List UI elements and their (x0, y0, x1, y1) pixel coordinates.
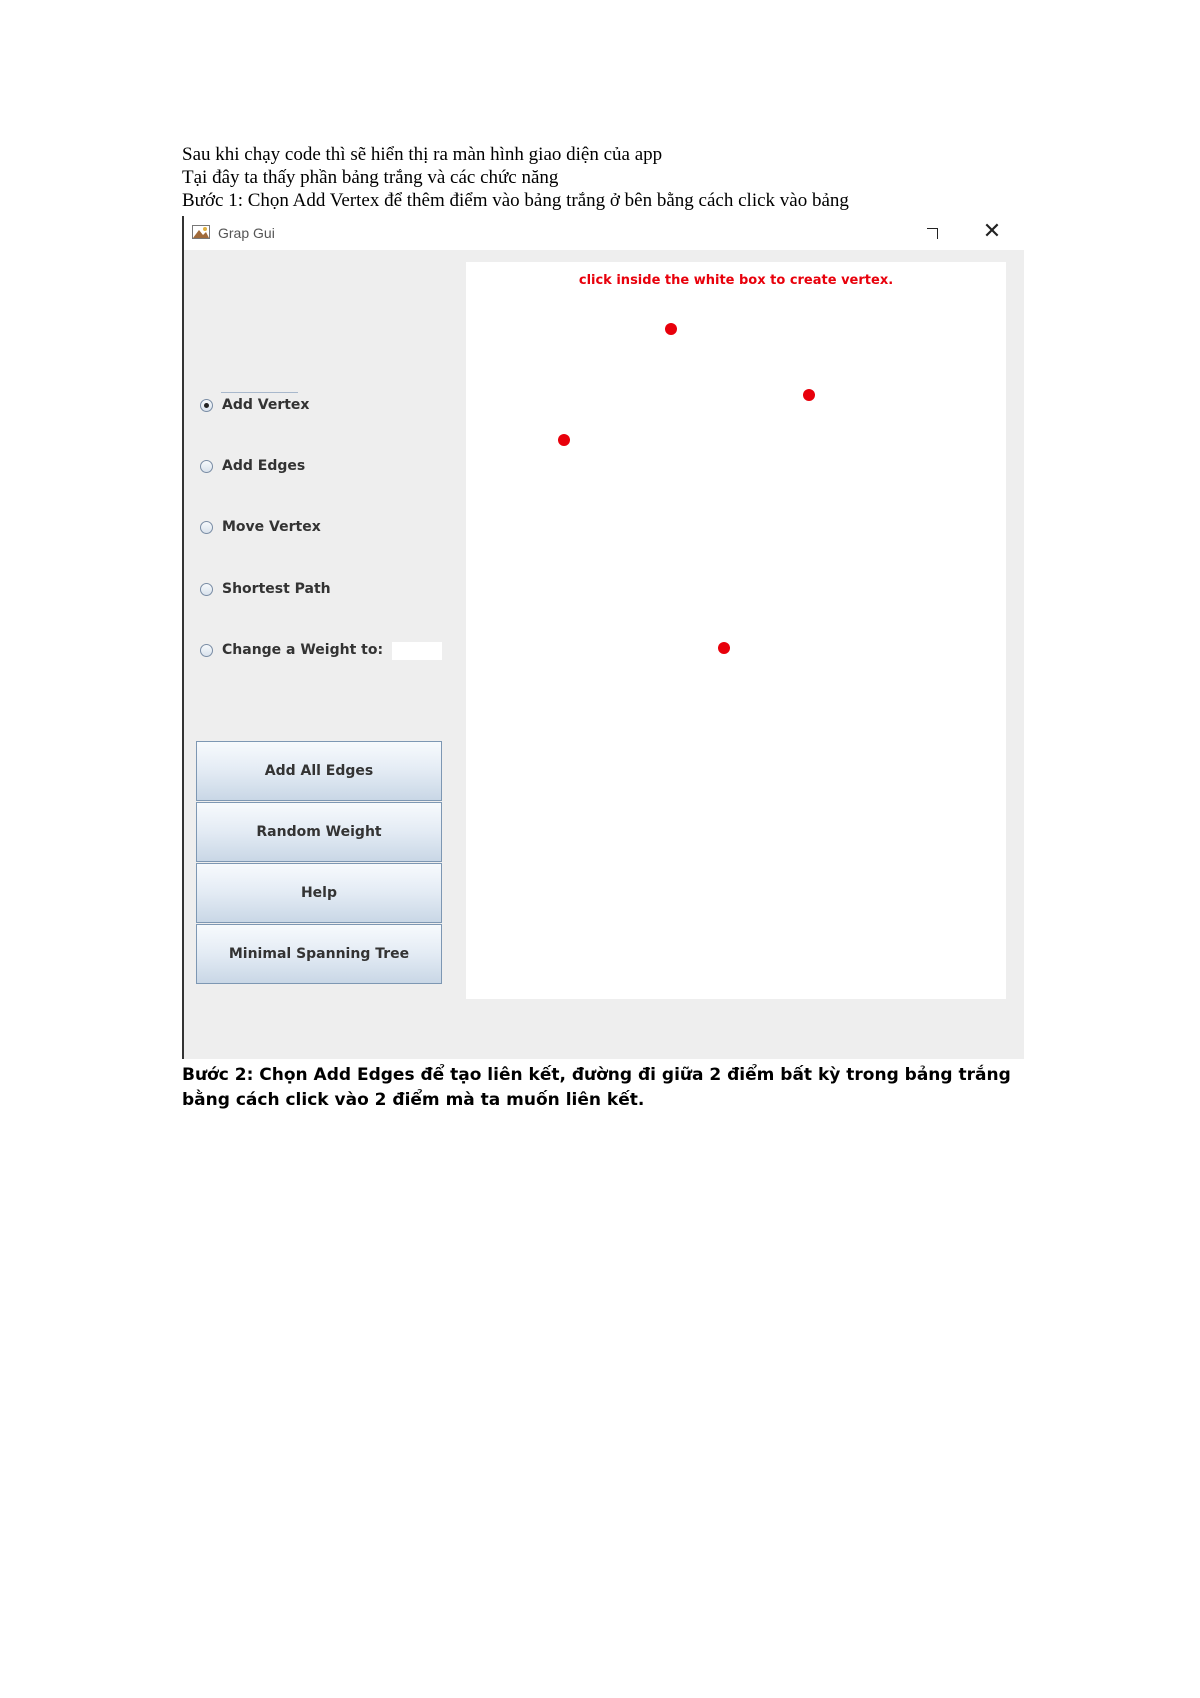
vertex[interactable] (803, 389, 815, 401)
focus-indicator (221, 392, 298, 393)
help-button[interactable]: Help (196, 863, 442, 923)
app-window-screenshot (182, 216, 1024, 1059)
radio-label-add-edges: Add Edges (222, 458, 306, 474)
radio-label-move-vertex: Move Vertex (222, 519, 321, 535)
radio-add-edges[interactable] (200, 456, 305, 476)
radio-shortest-path[interactable] (200, 579, 331, 599)
radio-move-vertex[interactable] (200, 517, 321, 537)
vertex[interactable] (665, 323, 677, 335)
window-title: Grap Gui (218, 225, 275, 241)
radio-label-add-vertex: Add Vertex (222, 397, 310, 413)
vertex[interactable] (718, 642, 730, 654)
radio-label-shortest-path: Shortest Path (222, 581, 331, 597)
weight-input[interactable] (392, 642, 442, 660)
step-2-text: Bước 2: Chọn Add Edges để tạo liên kết, đường đi giữa 2 điểm bất kỳ trong bảng trắng bằng cách click vào 2 điểm mà ta muốn liên kết. (182, 1065, 1011, 1110)
vertex[interactable] (558, 434, 570, 446)
title-bar (184, 216, 1024, 250)
radio-label-change-weight: Change a Weight to: (222, 642, 384, 658)
minimal-spanning-tree-button[interactable]: Minimal Spanning Tree (196, 924, 442, 984)
intro-line-2: Tại đây ta thấy phần bảng trắng và các chức năng (182, 167, 559, 188)
radio-icon[interactable] (200, 460, 213, 473)
canvas-hint: click inside the white box to create vertex. (578, 273, 894, 288)
radio-icon[interactable] (200, 521, 213, 534)
radio-icon[interactable] (200, 644, 213, 657)
radio-icon[interactable] (200, 583, 213, 596)
intro-text (182, 143, 849, 212)
intro-line-1: Sau khi chạy code thì sẽ hiển thị ra màn hình giao diện của app (182, 144, 663, 165)
add-all-edges-button[interactable]: Add All Edges (196, 741, 442, 801)
random-weight-button[interactable]: Random Weight (196, 802, 442, 862)
radio-selected-icon[interactable] (200, 399, 213, 412)
graph-canvas[interactable] (466, 262, 1006, 999)
close-icon[interactable]: ✕ (982, 219, 1002, 244)
radio-change-weight[interactable] (200, 640, 383, 660)
intro-line-3: Bước 1: Chọn Add Vertex để thêm điểm vào bảng trắng ở bên bằng cách click vào bảng (182, 190, 849, 211)
maximize-icon[interactable] (922, 222, 944, 244)
app-icon (192, 225, 210, 239)
radio-add-vertex[interactable] (200, 395, 309, 415)
